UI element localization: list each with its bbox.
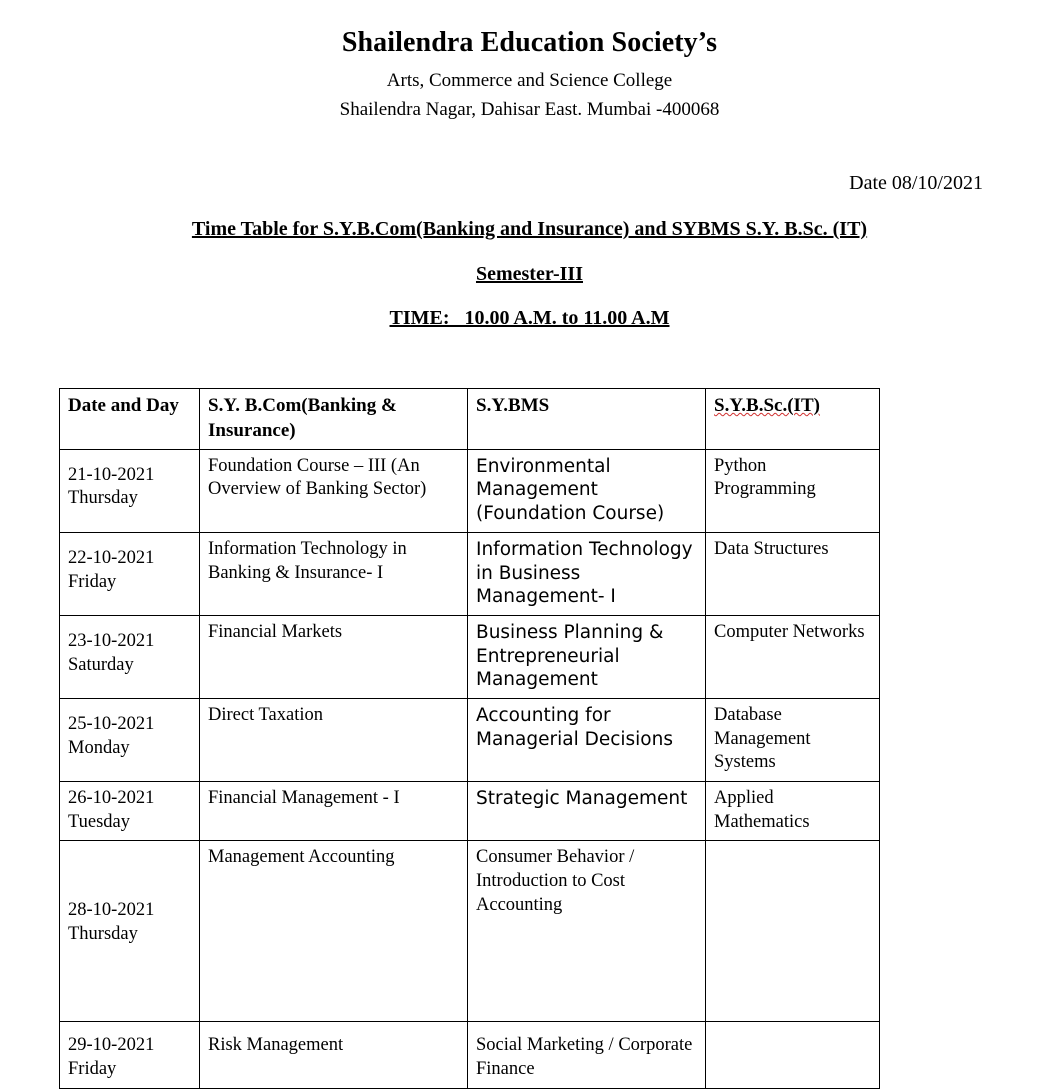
semester-label: Semester-III — [475, 263, 583, 286]
cell-bms-subject: Information Technology in Business Management- I — [468, 532, 706, 615]
exam-time-label: TIME:_ 10.00 A.M. to 11.00 A.M — [389, 307, 670, 330]
exam-date: 21-10-2021 — [68, 464, 155, 485]
cell-bsc-subject: Computer Networks — [706, 615, 880, 698]
exam-day: Thursday — [68, 923, 138, 944]
exam-date: 23-10-2021 — [68, 630, 155, 651]
cell-bms-subject: Consumer Behavior / Introduction to Cost Accounting — [468, 841, 706, 1022]
cell-bms-subject: Accounting for Managerial Decisions — [468, 698, 706, 781]
cell-bcom-subject: Financial Markets — [200, 615, 468, 698]
letterhead — [0, 0, 1059, 122]
document-date: Date 08/10/2021 — [849, 172, 983, 195]
cell-bsc-subject — [706, 1022, 880, 1088]
college-name: Arts, Commerce and Science College — [386, 69, 673, 91]
table-row — [60, 841, 880, 1022]
cell-bms-subject: Business Planning & Entrepreneurial Management — [468, 615, 706, 698]
timetable — [59, 388, 880, 1088]
exam-date: 22-10-2021 — [68, 547, 155, 568]
table-row — [60, 781, 880, 840]
cell-bcom-subject: Direct Taxation — [200, 698, 468, 781]
exam-date: 25-10-2021 — [68, 713, 155, 734]
exam-day: Tuesday — [68, 811, 131, 832]
cell-bms-subject: Social Marketing / Corporate Finance — [468, 1022, 706, 1088]
document-title: Time Table for S.Y.B.Com(Banking and Insurance) and SYBMS S.Y. B.Sc. (IT) — [191, 218, 868, 241]
cell-bcom-subject: Financial Management - I — [200, 781, 468, 840]
college-address: Shailendra Nagar, Dahisar East. Mumbai -400068 — [339, 99, 720, 121]
column-header-date-day: Date and Day — [60, 389, 200, 450]
exam-date: 26-10-2021 — [68, 787, 155, 808]
cell-bsc-subject: Python Programming — [706, 449, 880, 532]
cell-bsc-subject: Applied Mathematics — [706, 781, 880, 840]
organization-name: Shailendra Education Society’s — [341, 27, 718, 58]
cell-date-day — [60, 841, 200, 1022]
table-header-row — [60, 389, 880, 450]
cell-bsc-subject — [706, 841, 880, 1022]
table-row — [60, 615, 880, 698]
exam-day: Thursday — [68, 488, 138, 509]
cell-date-day — [60, 615, 200, 698]
cell-bsc-subject: Database Management Systems — [706, 698, 880, 781]
table-row — [60, 1022, 880, 1088]
cell-bcom-subject: Information Technology in Banking & Insurance- I — [200, 532, 468, 615]
table-row — [60, 532, 880, 615]
cell-bms-subject: Environmental Management (Foundation Course) — [468, 449, 706, 532]
exam-date: 28-10-2021 — [68, 900, 155, 921]
cell-bsc-subject: Data Structures — [706, 532, 880, 615]
exam-day: Monday — [68, 737, 130, 758]
cell-bcom-subject: Management Accounting — [200, 841, 468, 1022]
column-header-bms: S.Y.BMS — [468, 389, 706, 450]
table-row — [60, 449, 880, 532]
cell-date-day — [60, 698, 200, 781]
cell-bcom-subject: Foundation Course – III (An Overview of Banking Sector) — [200, 449, 468, 532]
exam-date: 29-10-2021 — [68, 1035, 155, 1056]
cell-date-day — [60, 449, 200, 532]
cell-date-day — [60, 1022, 200, 1088]
cell-date-day — [60, 532, 200, 615]
cell-bcom-subject: Risk Management — [200, 1022, 468, 1088]
exam-day: Saturday — [68, 654, 134, 675]
cell-date-day — [60, 781, 200, 840]
cell-bms-subject: Strategic Management — [468, 781, 706, 840]
column-header-bcom: S.Y. B.Com(Banking & Insurance) — [200, 389, 468, 450]
column-header-bsc-it: S.Y.B.Sc.(IT) — [706, 389, 880, 450]
exam-day: Friday — [68, 571, 117, 592]
exam-day: Friday — [68, 1058, 117, 1079]
table-row — [60, 698, 880, 781]
